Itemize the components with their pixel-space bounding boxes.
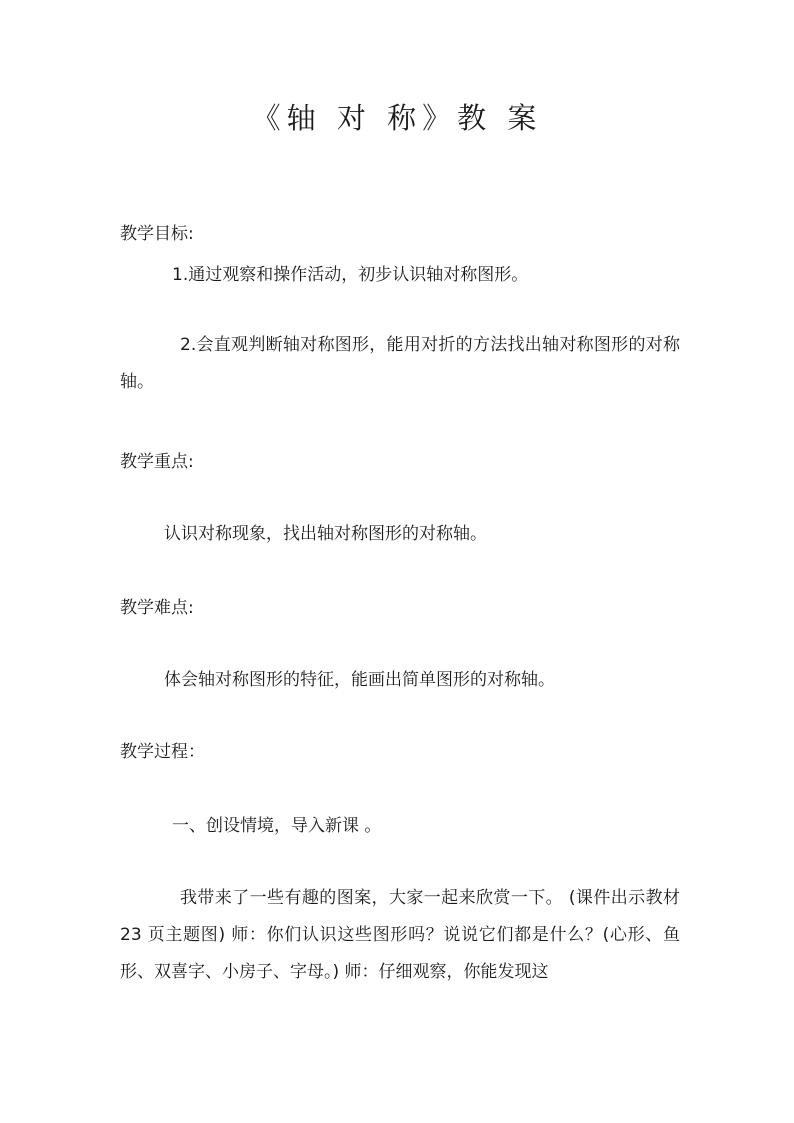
process-heading: 教学过程： xyxy=(120,742,205,762)
goals-heading: 教学目标: xyxy=(120,224,194,244)
goal-1: 1.通过观察和操作活动，初步认识轴对称图形。 xyxy=(172,265,529,285)
key-heading: 教学重点: xyxy=(120,452,194,472)
key-text: 认识对称现象，找出轴对称图形的对称轴。 xyxy=(164,524,487,544)
difficulty-text: 体会轴对称图形的特征，能画出简单图形的对称轴。 xyxy=(164,670,555,690)
step-1-heading: 一、创设情境，导入新课 。 xyxy=(172,816,382,836)
difficulty-heading: 教学难点: xyxy=(120,598,194,618)
page-title: 《轴 对 称》教 案 xyxy=(251,101,543,135)
goal-2: 2.会直观判断轴对称图形，能用对折的方法找出轴对称图形的对称轴。 xyxy=(120,335,680,392)
step-1-paragraph: 我带来了一些有趣的图案，大家一起来欣赏一下。 (课件出示教材 23 页主题图) 师：你们认识这些图形吗？说说它们都是什么？(心形、鱼形、双喜字、小房子、字母。) 师：仔细观察，你能发现这 xyxy=(120,888,680,982)
